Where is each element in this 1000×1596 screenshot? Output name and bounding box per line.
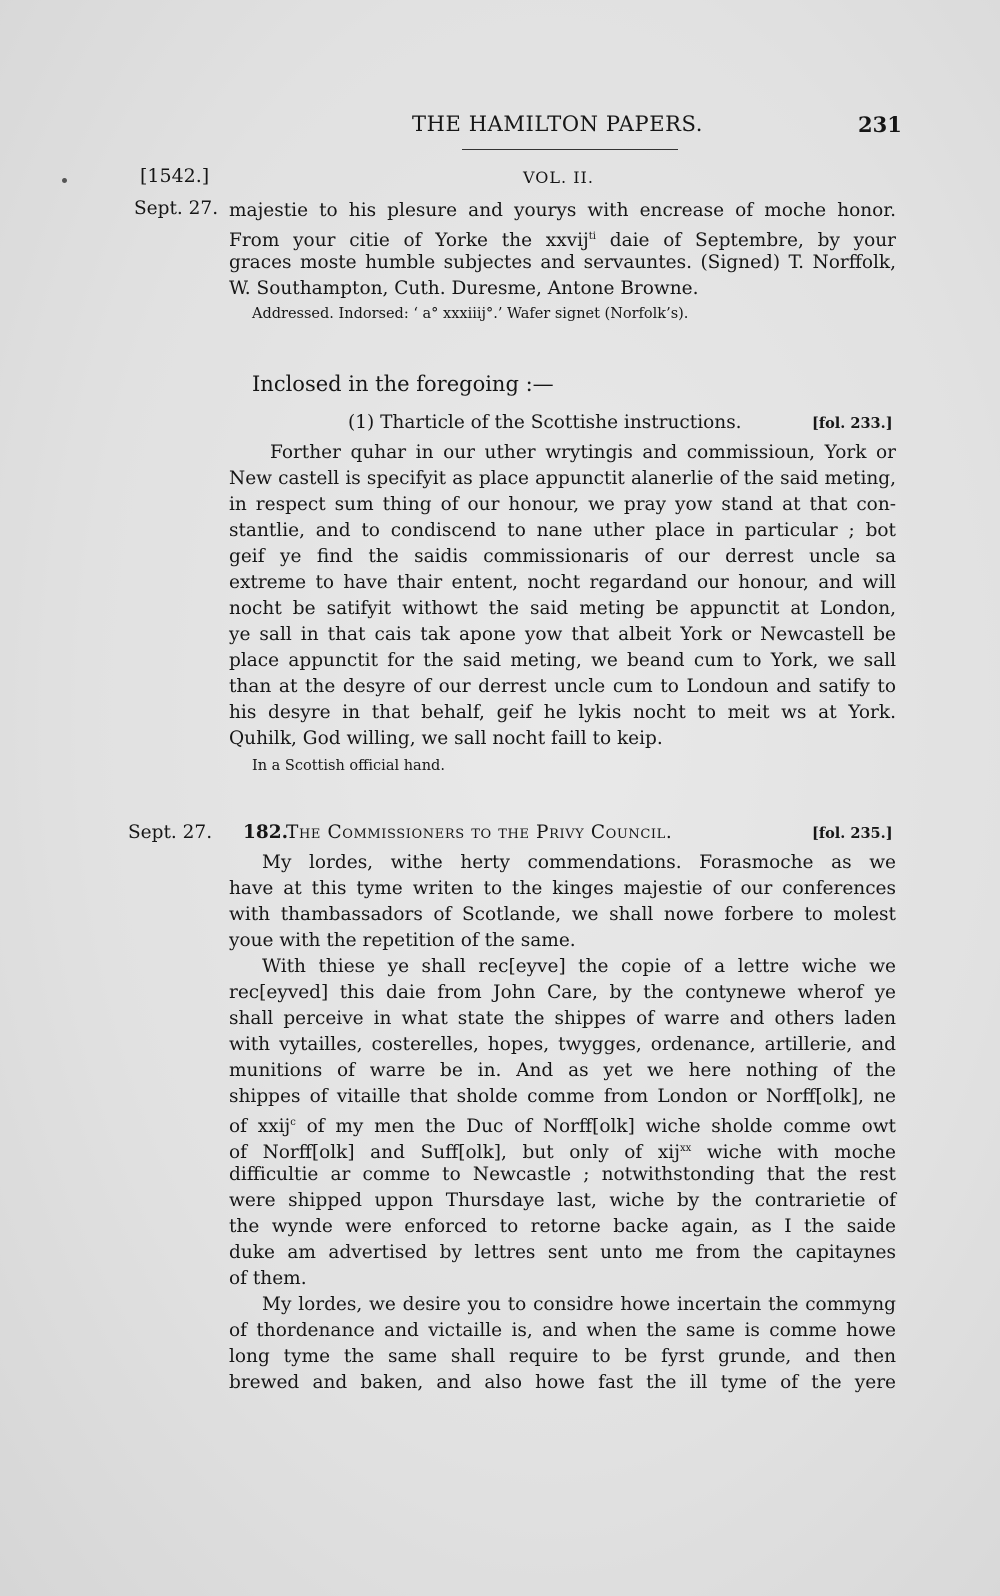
entry-date: Sept. 27. [134,198,219,219]
text-line: Quhilk, God willing, we sall nocht faill to keip. [229,728,663,749]
hand-note: In a Scottish official hand. [252,758,445,774]
text-line: New castell is specifyit as place appunctit alanerlie of the said meting, [229,468,896,489]
text-line: graces moste humble subjectes and servauntes. (Signed) T. Norffolk, [229,252,896,273]
volume-label: VOL. II. [523,168,594,187]
entry-number: 182. [243,822,289,843]
text-line: in respect sum thing of our honour, we pray yow stand at that con- [229,494,896,515]
running-title: THE HAMILTON PAPERS. [412,112,704,136]
margin-dot [62,178,67,183]
text-line: majestie to his plesure and yourys with encrease of moche honor. [229,200,896,221]
folio-reference: [fol. 233.] [812,415,893,432]
folio-reference: [fol. 235.] [812,825,893,842]
text-line: rec[eyved] this daie from John Care, by the contynewe wherof ye [229,982,896,1003]
text-line: place appunctit for the said meting, we beand cum to York, we sall [229,650,896,671]
text-line: difficultie ar comme to Newcastle ; notwithstonding that the rest [229,1164,896,1185]
text-line: stantlie, and to condiscend to nane uther place in particular ; bot [229,520,896,541]
text-line: than at the desyre of our derrest uncle cum to Londoun and satify to [229,676,896,697]
text-line: long tyme the same shall require to be fyrst grunde, and then [229,1346,896,1367]
text-line: From your citie of Yorke the xxvij$^{ti}$ daie of Septembre, by your [229,230,897,252]
text-line: nocht be satifyit withowt the said meting be appunctit at London, [229,598,896,619]
text-line: Forther quhar in our uther wrytingis and commissioun, York or [270,442,896,463]
article-title: (1) Tharticle of the Scottishe instructions. [348,412,742,433]
text-line: the wynde were enforced to retorne backe again, as I the saide [229,1216,896,1237]
text-line: with thambassadors of Scotlande, we shall nowe forbere to molest [229,904,896,925]
text-line: shall perceive in what state the shippes of warre and others laden [229,1008,896,1029]
text-line: With thiese ye shall rec[eyve] the copie of a lettre wiche we [262,956,896,977]
text-line: brewed and baken, and also howe fast the ill tyme of the yere [229,1372,896,1393]
text-line: shippes of vitaille that sholde comme from London or Norff[olk], ne [229,1086,896,1107]
text-line: ye sall in that cais tak apone yow that albeit York or Newcastell be [229,624,896,645]
enclosure-heading: Inclosed in the foregoing :— [252,372,554,396]
text-line: of thordenance and victaille is, and when the same is comme howe [229,1320,896,1341]
text-line: of Norff[olk] and Suff[olk], but only of xij$^{xx}$ wiche with moche [229,1142,897,1164]
text-line: have at this tyme writen to the kinges majestie of our conferences [229,878,896,899]
header-rule [462,149,678,150]
text-line: W. Southampton, Cuth. Duresme, Antone Browne. [229,278,699,299]
text-line: of xxij$^c$ of my men the Duc of Norff[olk] wiche sholde comme owt [229,1116,896,1138]
text-line: extreme to have thair entent, nocht regardand our honour, and will [229,572,896,593]
text-line: munitions of warre be in. And as yet we here nothing of the [229,1060,896,1081]
text-line: geif ye find the saidis commissionaris of our derrest uncle sa [229,546,896,567]
text-line: My lordes, withe herty commendations. Forasmoche as we [262,852,896,873]
entry-title: The Commissioners to the Privy Council. [286,822,673,843]
page-number: 231 [858,112,902,137]
text-line: with vytailles, costerelles, hopes, twygges, ordenance, artillerie, and [229,1034,896,1055]
text-line: My lordes, we desire you to considre howe incertain the commyng [262,1294,896,1315]
text-line: of them. [229,1268,307,1289]
text-line: youe with the repetition of the same. [229,930,576,951]
year-label: [1542.] [140,165,210,187]
endorsement-note: Addressed. Indorsed: ‘ a° xxxiiij°.’ Wafer signet (Norfolk’s). [252,306,689,322]
text-line: his desyre in that behalf, geif he lykis nocht to meit ws at York. [229,702,896,723]
text-line: were shipped uppon Thursdaye last, wiche by the contrarietie of [229,1190,896,1211]
entry-date: Sept. 27. [128,822,213,843]
text-line: duke am advertised by lettres sent unto me from the capitaynes [229,1242,896,1263]
